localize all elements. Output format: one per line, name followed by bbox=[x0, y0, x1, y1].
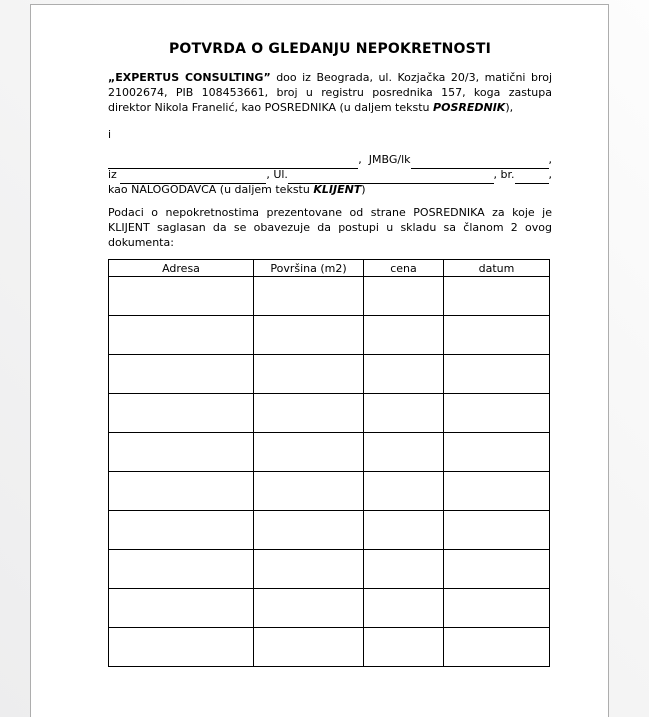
table-cell bbox=[254, 277, 364, 316]
company-name: „EXPERTUS CONSULTING” bbox=[108, 71, 271, 84]
intro-line-1 bbox=[108, 70, 552, 85]
jmbg-label: , JMBG/lk bbox=[358, 153, 411, 166]
table-cell bbox=[444, 550, 550, 589]
table-cell bbox=[109, 355, 254, 394]
table-row bbox=[109, 511, 550, 550]
table-row bbox=[109, 277, 550, 316]
table-cell bbox=[444, 277, 550, 316]
intro-line-3 bbox=[108, 100, 552, 115]
posrednik-term: POSREDNIK bbox=[433, 101, 506, 114]
client-role-end: ) bbox=[361, 183, 366, 196]
client-address-line bbox=[108, 167, 552, 182]
table-cell bbox=[364, 433, 444, 472]
intro-line-3-text: direktor Nikola Franelić, kao POSREDNIKA (u daljem tekstu bbox=[108, 101, 434, 114]
table-cell bbox=[109, 511, 254, 550]
table-cell bbox=[444, 628, 550, 667]
table-cell bbox=[444, 433, 550, 472]
table-cell bbox=[444, 316, 550, 355]
table-cell bbox=[254, 394, 364, 433]
table-cell bbox=[254, 628, 364, 667]
table-cell bbox=[444, 355, 550, 394]
table-cell bbox=[109, 316, 254, 355]
podaci-line-1: Podaci o nepokretnostima prezentovane od strane POSREDNIKA za koje je bbox=[108, 206, 552, 219]
table-cell bbox=[254, 433, 364, 472]
table-cell bbox=[364, 277, 444, 316]
table-cell bbox=[109, 628, 254, 667]
table-cell bbox=[364, 394, 444, 433]
viewing-table-body bbox=[109, 277, 550, 667]
podaci-line-2: KLIJENT saglasan da se obavezuje da postupi u skladu sa članom 2 ovog bbox=[108, 221, 552, 234]
table-cell bbox=[364, 628, 444, 667]
table-row bbox=[109, 316, 550, 355]
table-cell bbox=[444, 589, 550, 628]
blank-jmbg bbox=[411, 157, 549, 169]
header-cell-datum: datum bbox=[444, 260, 550, 277]
client-name-line bbox=[108, 152, 552, 167]
table-cell bbox=[444, 394, 550, 433]
viewing-table bbox=[108, 259, 550, 667]
client-address-line-comma: , bbox=[548, 168, 552, 181]
table-cell bbox=[444, 511, 550, 550]
intro-paragraph bbox=[108, 70, 552, 115]
table-cell bbox=[364, 355, 444, 394]
ul-label: , Ul. bbox=[266, 168, 288, 181]
client-role-line bbox=[108, 182, 552, 197]
table-cell bbox=[444, 472, 550, 511]
table-cell bbox=[109, 472, 254, 511]
intro-line-3-end: ), bbox=[505, 101, 514, 114]
document-title: POTVRDA O GLEDANJU NEPOKRETNOSTI bbox=[168, 41, 492, 57]
table-cell bbox=[364, 550, 444, 589]
intro-line-2: 21002674, PIB 108453661, broj u registru posrednika 157, koga zastupa bbox=[108, 86, 552, 99]
table-cell bbox=[109, 550, 254, 589]
table-header-row bbox=[109, 260, 550, 277]
table-row bbox=[109, 433, 550, 472]
table-row bbox=[109, 550, 550, 589]
blank-client-name bbox=[108, 157, 358, 169]
br-label: , br. bbox=[493, 168, 515, 181]
table-cell bbox=[254, 550, 364, 589]
table-cell bbox=[364, 472, 444, 511]
table-cell bbox=[364, 511, 444, 550]
table-row bbox=[109, 589, 550, 628]
table-cell bbox=[109, 394, 254, 433]
table-cell bbox=[254, 355, 364, 394]
podaci-line-3: dokumenta: bbox=[108, 236, 174, 249]
table-row bbox=[109, 628, 550, 667]
conjunction-i: i bbox=[108, 128, 112, 141]
client-role-text: kao NALOGODAVCA (u daljem tekstu bbox=[108, 183, 314, 196]
table-row bbox=[109, 355, 550, 394]
intro-line-1-text: doo iz Beograda, ul. Kozjačka 20/3, matični broj bbox=[270, 71, 553, 84]
iz-label: iz bbox=[108, 168, 121, 181]
klijent-term: KLIJENT bbox=[313, 183, 362, 196]
table-cell bbox=[254, 472, 364, 511]
document-page bbox=[30, 4, 609, 717]
table-cell bbox=[109, 589, 254, 628]
table-row bbox=[109, 394, 550, 433]
client-name-line-comma: , bbox=[548, 153, 552, 166]
header-cell-cena: cena bbox=[364, 260, 444, 277]
table-cell bbox=[254, 316, 364, 355]
table-cell bbox=[254, 589, 364, 628]
table-cell bbox=[364, 316, 444, 355]
podaci-paragraph bbox=[108, 205, 552, 250]
client-fill-block bbox=[108, 152, 552, 197]
table-cell bbox=[254, 511, 364, 550]
header-cell-adresa: Adresa bbox=[109, 260, 254, 277]
table-cell bbox=[109, 433, 254, 472]
table-cell bbox=[364, 589, 444, 628]
table-cell bbox=[109, 277, 254, 316]
table-row bbox=[109, 472, 550, 511]
header-cell-povrsina: Površina (m2) bbox=[254, 260, 364, 277]
blank-street-number bbox=[515, 172, 549, 184]
